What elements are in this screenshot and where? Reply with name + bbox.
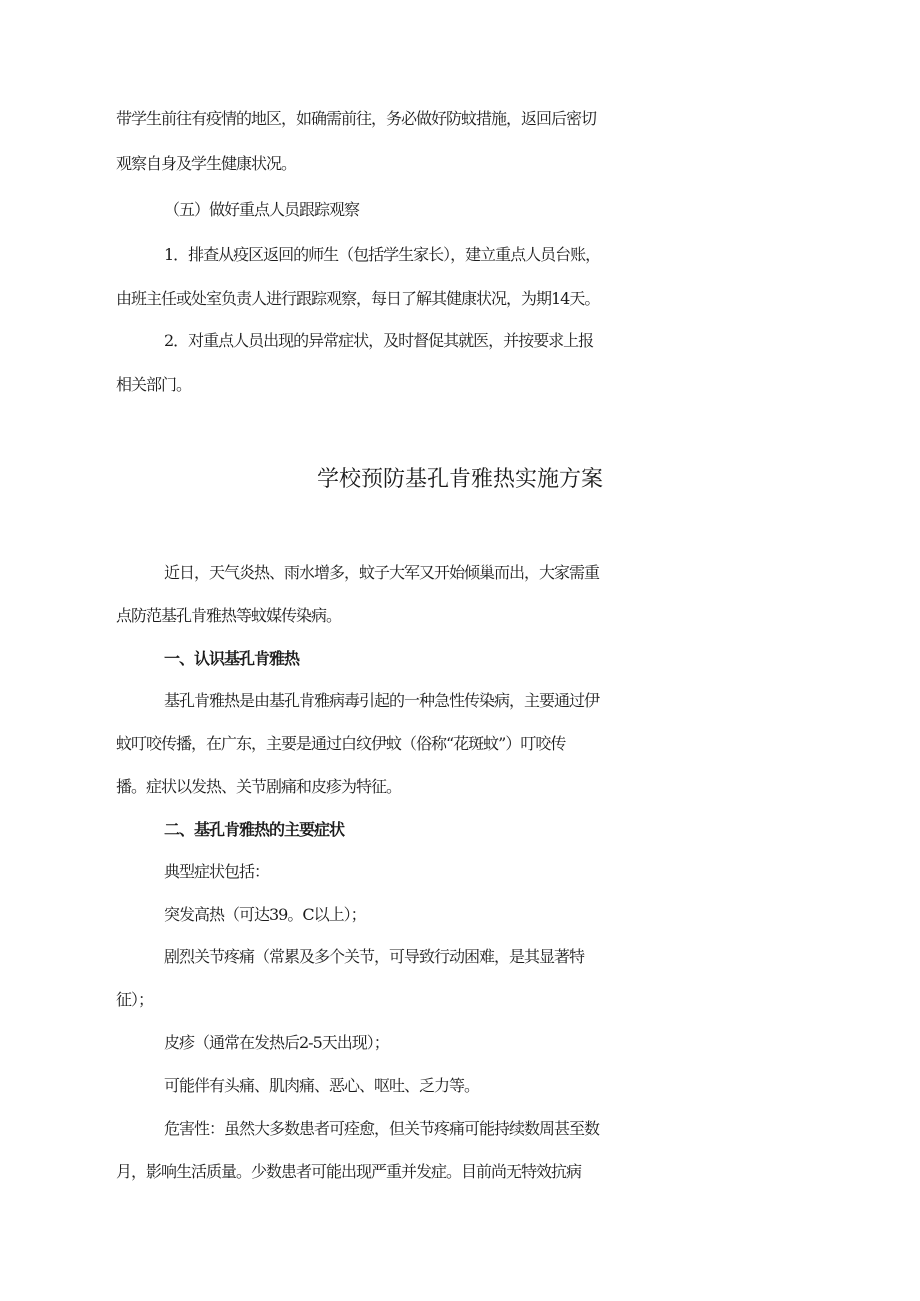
paragraph-line: 播。症状以发热、关节剧痛和皮疹为特征。 <box>116 777 402 796</box>
paragraph-line: 危害性：虽然大多数患者可痊愈，但关节疼痛可能持续数周甚至数 <box>164 1119 600 1138</box>
list-item: 突发高热（可达39。C以上）； <box>164 905 366 924</box>
section-heading: 二、基孔肯雅热的主要症状 <box>164 820 345 839</box>
paragraph-line: 观察自身及学生健康状况。 <box>116 154 297 173</box>
list-item: 可能伴有头痛、肌肉痛、恶心、呕吐、乏力等。 <box>164 1076 480 1095</box>
list-item: 剧烈关节疼痛（常累及多个关节，可导致行动困难，是其显著特 <box>164 947 585 966</box>
document-title: 学校预防基孔肯雅热实施方案 <box>316 467 603 492</box>
list-item: 征）； <box>116 990 154 1009</box>
paragraph-line: 带学生前往有疫情的地区，如确需前往，务必做好防蚊措施，返回后密切 <box>116 109 597 128</box>
paragraph-line: 基孔肯雅热是由基孔肯雅病毒引起的一种急性传染病，主要通过伊 <box>164 691 600 710</box>
paragraph-line: 典型症状包括： <box>164 862 270 881</box>
paragraph-line: 蚊叮咬传播，在广东，主要是通过白纹伊蚊（俗称“花斑蚊”）叮咬传 <box>116 734 566 753</box>
paragraph-line: 点防范基孔肯雅热等蚊媒传染病。 <box>116 606 342 625</box>
list-item: 皮疹（通常在发热后2-5天出现）； <box>164 1033 389 1052</box>
paragraph-line: 相关部门。 <box>116 375 192 394</box>
paragraph-line: 2．对重点人员出现的异常症状，及时督促其就医，并按要求上报 <box>164 331 594 350</box>
paragraph-line: 1．排查从疫区返回的师生（包括学生家长），建立重点人员台账， <box>164 245 601 264</box>
section-heading: （五）做好重点人员跟踪观察 <box>164 200 360 219</box>
section-heading: 一、认识基孔肯雅热 <box>164 649 300 668</box>
paragraph-line: 由班主任或处室负责人进行跟踪观察，每日了解其健康状况，为期14天。 <box>116 289 600 308</box>
paragraph-line: 近日，天气炎热、雨水增多，蚊子大军又开始倾巢而出，大家需重 <box>164 563 600 582</box>
paragraph-line: 月，影响生活质量。少数患者可能出现严重并发症。目前尚无特效抗病 <box>116 1162 582 1181</box>
